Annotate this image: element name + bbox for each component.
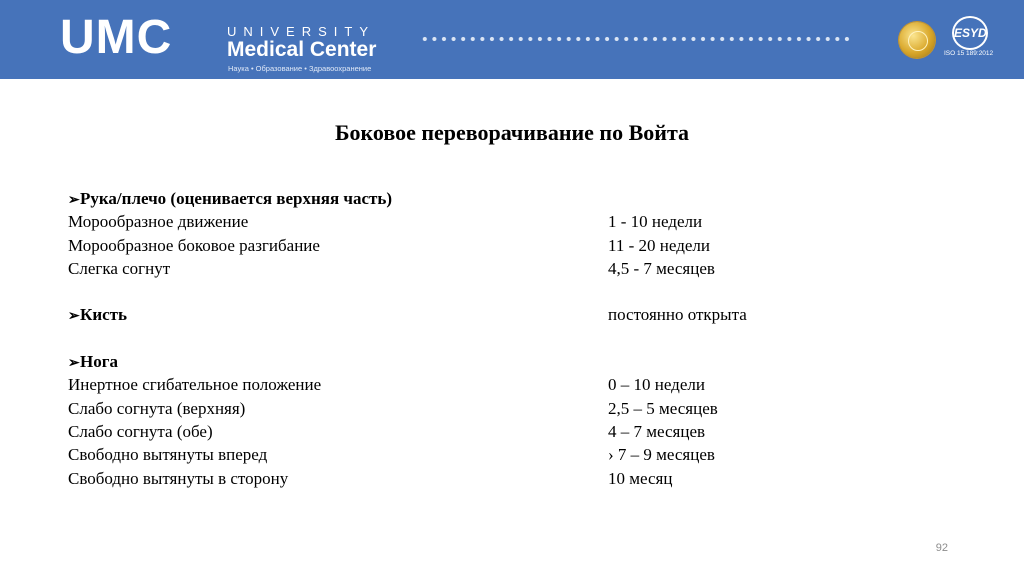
section-heading-label: Нога (80, 352, 118, 372)
item-label: Морообразное движение (68, 212, 249, 232)
logo-university: UNIVERSITY (227, 24, 376, 39)
arrow-bullet-icon: ➢ (68, 193, 80, 208)
item-value: 0 – 10 недели (608, 375, 705, 395)
item-value: 1 - 10 недели (608, 212, 703, 232)
header-bar (0, 0, 1024, 79)
item-label: Слабо согнута (верхняя) (68, 398, 246, 418)
list-item (68, 397, 868, 420)
dotted-divider (420, 35, 850, 43)
page-number: 92 (935, 542, 948, 554)
section-heading-label: Кисть (80, 305, 128, 325)
logo-mark: UMC (60, 11, 173, 64)
section-heading (68, 303, 868, 326)
item-label: Инертное сгибательное положение (68, 375, 322, 395)
item-label: Свободно вытянуты вперед (68, 445, 268, 465)
item-label: Слегка согнут (68, 258, 171, 278)
item-value: 4 – 7 месяцев (608, 421, 706, 441)
list-item (68, 467, 868, 490)
slide-title: Боковое переворачивание по Войта (334, 120, 690, 145)
arrow-bullet-icon: ➢ (68, 356, 80, 372)
esyd-certification (944, 16, 1000, 66)
item-value: 2,5 – 5 месяцев (608, 398, 718, 418)
esyd-badge-icon: ESYD (952, 16, 988, 50)
item-label: Морообразное боковое разгибание (68, 235, 320, 255)
item-value: постоянно открыта (608, 305, 747, 325)
item-value: 10 месяц (608, 468, 673, 488)
gold-seal-icon (899, 22, 935, 58)
list-item (68, 234, 868, 257)
item-label: Свободно вытянуты в сторону (68, 468, 289, 488)
item-value: › 7 – 9 месяцев (608, 445, 715, 465)
arrow-bullet-icon: ➢ (68, 309, 80, 325)
list-item (68, 420, 868, 443)
list-item (68, 443, 868, 466)
item-label: Слабо согнута (обе) (68, 421, 213, 441)
iso-label: ISO 15 189:2012 (944, 50, 994, 57)
logo-tagline: Наука • Образование • Здравоохранение (228, 64, 372, 73)
slide-content (68, 187, 868, 490)
logo-medical-center: Medical Center (227, 38, 377, 61)
item-value: 11 - 20 недели (608, 235, 710, 255)
item-value: 4,5 - 7 месяцев (608, 258, 715, 278)
list-item (68, 257, 868, 280)
section-heading (68, 187, 868, 210)
list-item (68, 373, 868, 396)
section-heading (68, 350, 868, 373)
list-item (68, 210, 868, 233)
section-heading-label: Рука/плечо (оценивается верхняя часть) (80, 189, 393, 208)
